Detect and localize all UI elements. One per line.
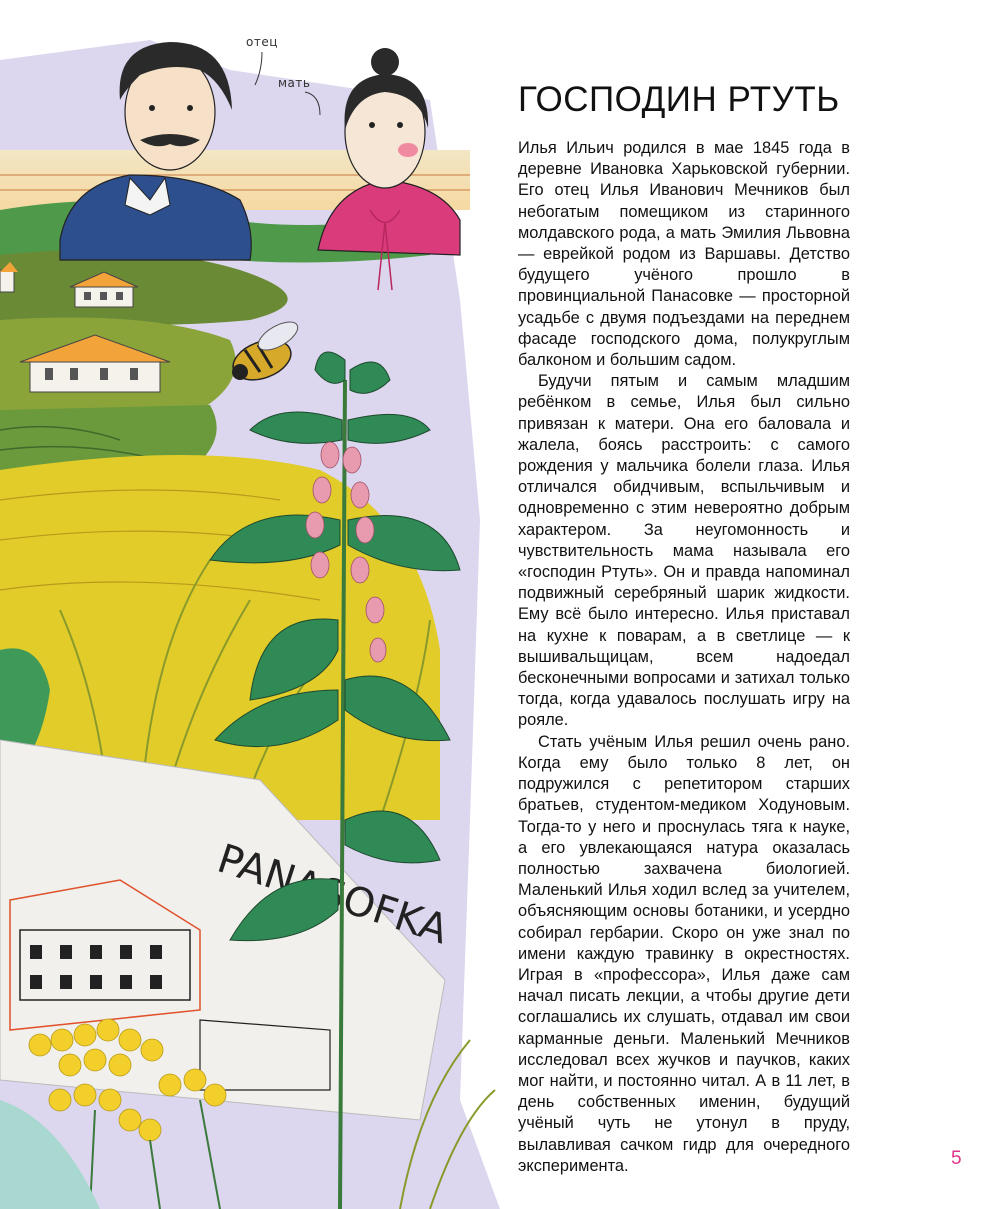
page-title: ГОСПОДИН РТУТЬ xyxy=(518,80,840,119)
page-number: 5 xyxy=(951,1148,962,1169)
label-father: отец xyxy=(246,35,278,49)
paragraph-2: Будучи пятым и самым младшим ребёнком в семье, Илья был сильно привязан к матери. Она его баловала и жалела, боясь расстроить: с самого рождения у мальчика болели глаза. Илья отличался обидчивым, вспыльчивым и одновременно с этим невероятно добрым характером. За неугомонность и чувствительность мама называла его «господин Ртуть». Он и правда напоминал подвижный серебряный шарик жидкости. Ему всё было интересно. Илья приставал на кухне к поварам, а в светлице — к вышивальщицам, всем надоедал бесконечными вопросами и затихал только тогда, когда удавалось послушать игру на рояле. xyxy=(518,372,850,730)
label-mother: мать xyxy=(278,76,311,90)
article xyxy=(518,80,850,1177)
paragraph-3: Стать учёным Илья решил очень рано. Когда ему было только 8 лет, он подружился с репетитором старших братьев, студентом-медиком Ходуновым. Тогда-то у него и проснулась тяга к науке, а его увлекающаяся натура оказалась полностью захвачена биологией. Маленький Илья ходил вслед за учителем, объясняющим основы ботаники, и усердно собирал гербарии. Скоро он уже знал по имени каждую травинку в окрестностях. Играя в «профессора», Илья даже сам начал писать лекции, а чтобы другие дети соглашались их слушать, отдавал им свои карманные деньги. Маленький Мечников исследовал всех жучков и паучков, каких мог найти, и постоянно читал. А в 11 лет, в день собственных именин, будущий учёный чуть не утонул в пруду, вылавливая сачком гидр для очередного эксперимента. xyxy=(518,732,850,1175)
paragraph-1: Илья Ильич родился в мае 1845 года в деревне Ивановка Харьковской губернии. Его отец Илья Иванович Мечников был небогатым помещиком из старинного молдавского рода, а мать Эмилия Львовна — еврейкой родом из Варшавы. Детство будущего учёного прошло в провинциальной Панасовке — просторной усадьбе с двумя подъездами на переднем фасаде господского дома, полукруглым балконом и большим садом. xyxy=(518,139,850,370)
